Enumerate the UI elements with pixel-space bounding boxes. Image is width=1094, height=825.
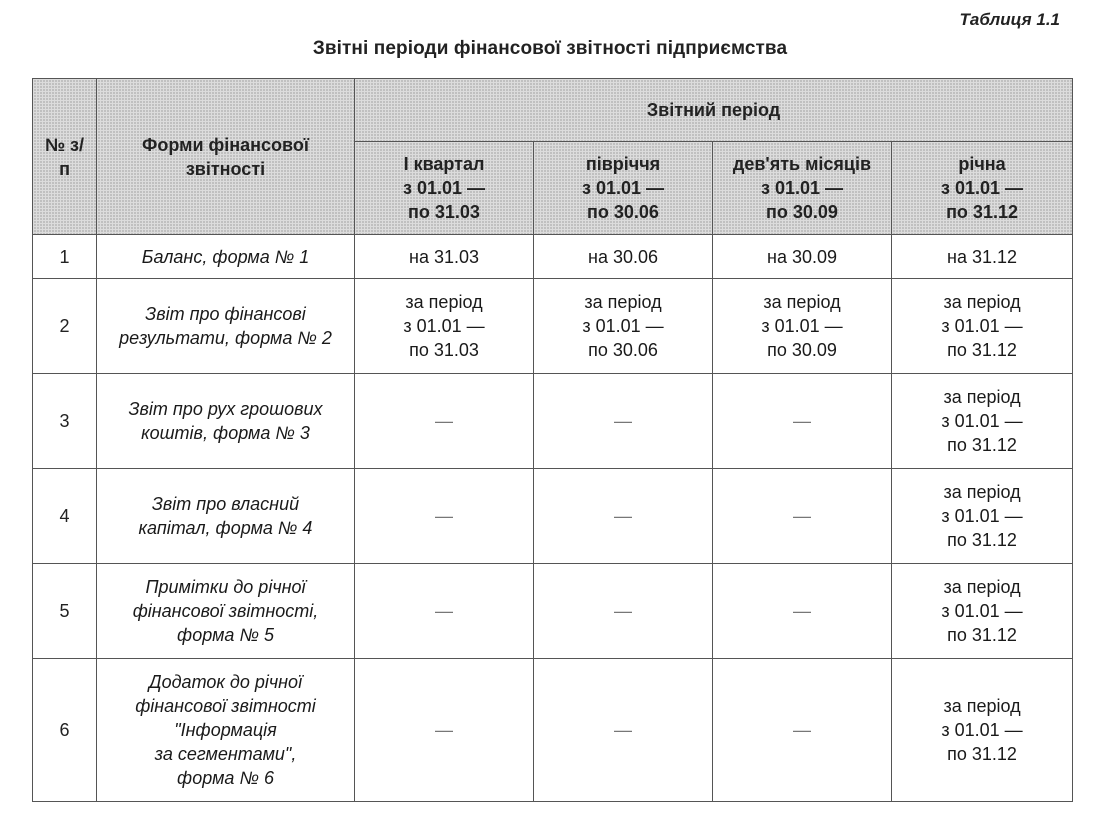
header-forms-column xyxy=(97,79,355,235)
form-name-line: Додаток до річної xyxy=(148,672,303,692)
period-name: річна xyxy=(958,154,1006,174)
row-number: 5 xyxy=(33,564,97,659)
period-cell xyxy=(713,469,892,564)
period-cell xyxy=(534,235,713,279)
form-name-line: за сегментами", xyxy=(154,744,297,764)
form-name-line: Звіт про фінансові xyxy=(145,304,306,324)
row-number: 3 xyxy=(33,374,97,469)
cell-line: за період xyxy=(943,577,1021,597)
form-name xyxy=(97,374,355,469)
cell-line: з 01.01 — xyxy=(941,720,1023,740)
period-cell xyxy=(892,659,1073,802)
period-cell xyxy=(534,659,713,802)
period-name: І квартал xyxy=(403,154,485,174)
cell-line: з 01.01 — xyxy=(761,316,843,336)
form-name-line: фінансової звітності, xyxy=(132,601,319,621)
period-name: півріччя xyxy=(585,154,661,174)
cell-line: за період xyxy=(943,696,1021,716)
period-cell xyxy=(713,659,892,802)
table-row xyxy=(33,279,1073,374)
form-name xyxy=(97,469,355,564)
cell-line: по 30.09 xyxy=(767,340,837,360)
form-name-line: "Інформація xyxy=(174,720,277,740)
form-name-line: форма № 6 xyxy=(177,768,274,788)
header-forms-label: Форми фінансової звітності xyxy=(142,134,309,179)
form-name-line: Звіт про власний xyxy=(151,494,300,514)
period-cell xyxy=(713,235,892,279)
table-row xyxy=(33,235,1073,279)
form-name-line: Баланс, форма № 1 xyxy=(141,246,310,267)
form-name xyxy=(97,564,355,659)
period-cell xyxy=(892,564,1073,659)
cell-line: на 30.06 xyxy=(588,246,658,267)
cell-line: по 31.12 xyxy=(947,625,1017,645)
dash-mark: — xyxy=(435,601,453,621)
form-name-line: капітал, форма № 4 xyxy=(138,518,313,538)
period-cell xyxy=(355,235,534,279)
cell-line: за період xyxy=(405,292,483,312)
period-cell xyxy=(534,564,713,659)
header-period-nine-months xyxy=(713,142,892,235)
dash-mark: — xyxy=(793,411,811,431)
period-cell xyxy=(355,279,534,374)
period-from: з 01.01 — xyxy=(403,178,485,198)
period-cell xyxy=(355,469,534,564)
cell-line: з 01.01 — xyxy=(941,411,1023,431)
period-cell xyxy=(355,564,534,659)
period-to: по 31.12 xyxy=(946,202,1018,222)
period-from: з 01.01 — xyxy=(941,178,1024,198)
cell-line: з 01.01 — xyxy=(403,316,485,336)
header-number-column xyxy=(33,79,97,235)
period-cell xyxy=(534,279,713,374)
cell-line: з 01.01 — xyxy=(941,506,1023,526)
cell-line: за період xyxy=(943,387,1021,407)
dash-mark: — xyxy=(614,720,632,740)
dash-mark: — xyxy=(614,601,632,621)
form-name-line: коштів, форма № 3 xyxy=(141,423,310,443)
table-row xyxy=(33,374,1073,469)
table-number-label: Таблиця 1.1 xyxy=(959,10,1060,29)
table-body xyxy=(33,235,1073,802)
period-cell xyxy=(355,374,534,469)
form-name-line: результати, форма № 2 xyxy=(119,328,332,348)
period-cell xyxy=(355,659,534,802)
dash-mark: — xyxy=(793,720,811,740)
form-name xyxy=(97,235,355,279)
dash-mark: — xyxy=(793,506,811,526)
period-cell xyxy=(892,469,1073,564)
cell-line: на 31.12 xyxy=(947,246,1018,267)
dash-mark: — xyxy=(435,506,453,526)
row-number: 6 xyxy=(33,659,97,802)
cell-line: за період xyxy=(763,292,841,312)
cell-line: по 31.03 xyxy=(409,340,479,360)
period-cell xyxy=(713,374,892,469)
period-name: дев'ять місяців xyxy=(732,154,872,174)
form-name xyxy=(97,279,355,374)
header-period-group-label: Звітний період xyxy=(646,100,781,120)
period-cell xyxy=(713,279,892,374)
dash-mark: — xyxy=(614,411,632,431)
dash-mark: — xyxy=(614,506,632,526)
dash-mark: — xyxy=(793,601,811,621)
row-number: 4 xyxy=(33,469,97,564)
form-name-line: форма № 5 xyxy=(177,625,274,645)
cell-line: на 30.09 xyxy=(767,246,837,267)
table-header xyxy=(33,79,1073,235)
cell-line: по 31.12 xyxy=(947,744,1017,764)
table-row xyxy=(33,564,1073,659)
cell-line: по 31.12 xyxy=(947,340,1017,360)
period-cell xyxy=(713,564,892,659)
period-to: по 30.09 xyxy=(766,202,838,222)
table-row xyxy=(33,659,1073,802)
row-number: 2 xyxy=(33,279,97,374)
form-name xyxy=(97,659,355,802)
cell-line: з 01.01 — xyxy=(941,601,1023,621)
cell-line: з 01.01 — xyxy=(941,316,1023,336)
row-number: 1 xyxy=(33,235,97,279)
cell-line: з 01.01 — xyxy=(582,316,664,336)
header-period-annual xyxy=(892,142,1073,235)
header-period-group xyxy=(355,79,1073,142)
period-to: по 31.03 xyxy=(408,202,480,222)
period-cell xyxy=(892,279,1073,374)
document-title: Звітні періоди фінансової звітності підприємства xyxy=(312,38,788,59)
form-name-line: Звіт про рух грошових xyxy=(128,399,323,419)
cell-line: по 30.06 xyxy=(588,340,658,360)
cell-line: за період xyxy=(584,292,662,312)
header-number-label: № з/п xyxy=(44,134,84,179)
period-to: по 30.06 xyxy=(587,202,659,222)
header-period-q1 xyxy=(355,142,534,235)
cell-line: за період xyxy=(943,482,1021,502)
period-from: з 01.01 — xyxy=(582,178,664,198)
dash-mark: — xyxy=(435,411,453,431)
period-cell xyxy=(892,235,1073,279)
cell-line: за період xyxy=(943,292,1021,312)
table-row xyxy=(33,469,1073,564)
header-period-half-year xyxy=(534,142,713,235)
cell-line: на 31.03 xyxy=(409,246,479,267)
cell-line: по 31.12 xyxy=(947,530,1017,550)
period-cell xyxy=(534,374,713,469)
reporting-periods-table xyxy=(32,78,1073,802)
cell-line: по 31.12 xyxy=(947,435,1017,455)
form-name-line: фінансової звітності xyxy=(135,696,316,716)
period-cell xyxy=(892,374,1073,469)
period-cell xyxy=(534,469,713,564)
period-from: з 01.01 — xyxy=(761,178,843,198)
form-name-line: Примітки до річної xyxy=(145,577,306,597)
dash-mark: — xyxy=(435,720,453,740)
